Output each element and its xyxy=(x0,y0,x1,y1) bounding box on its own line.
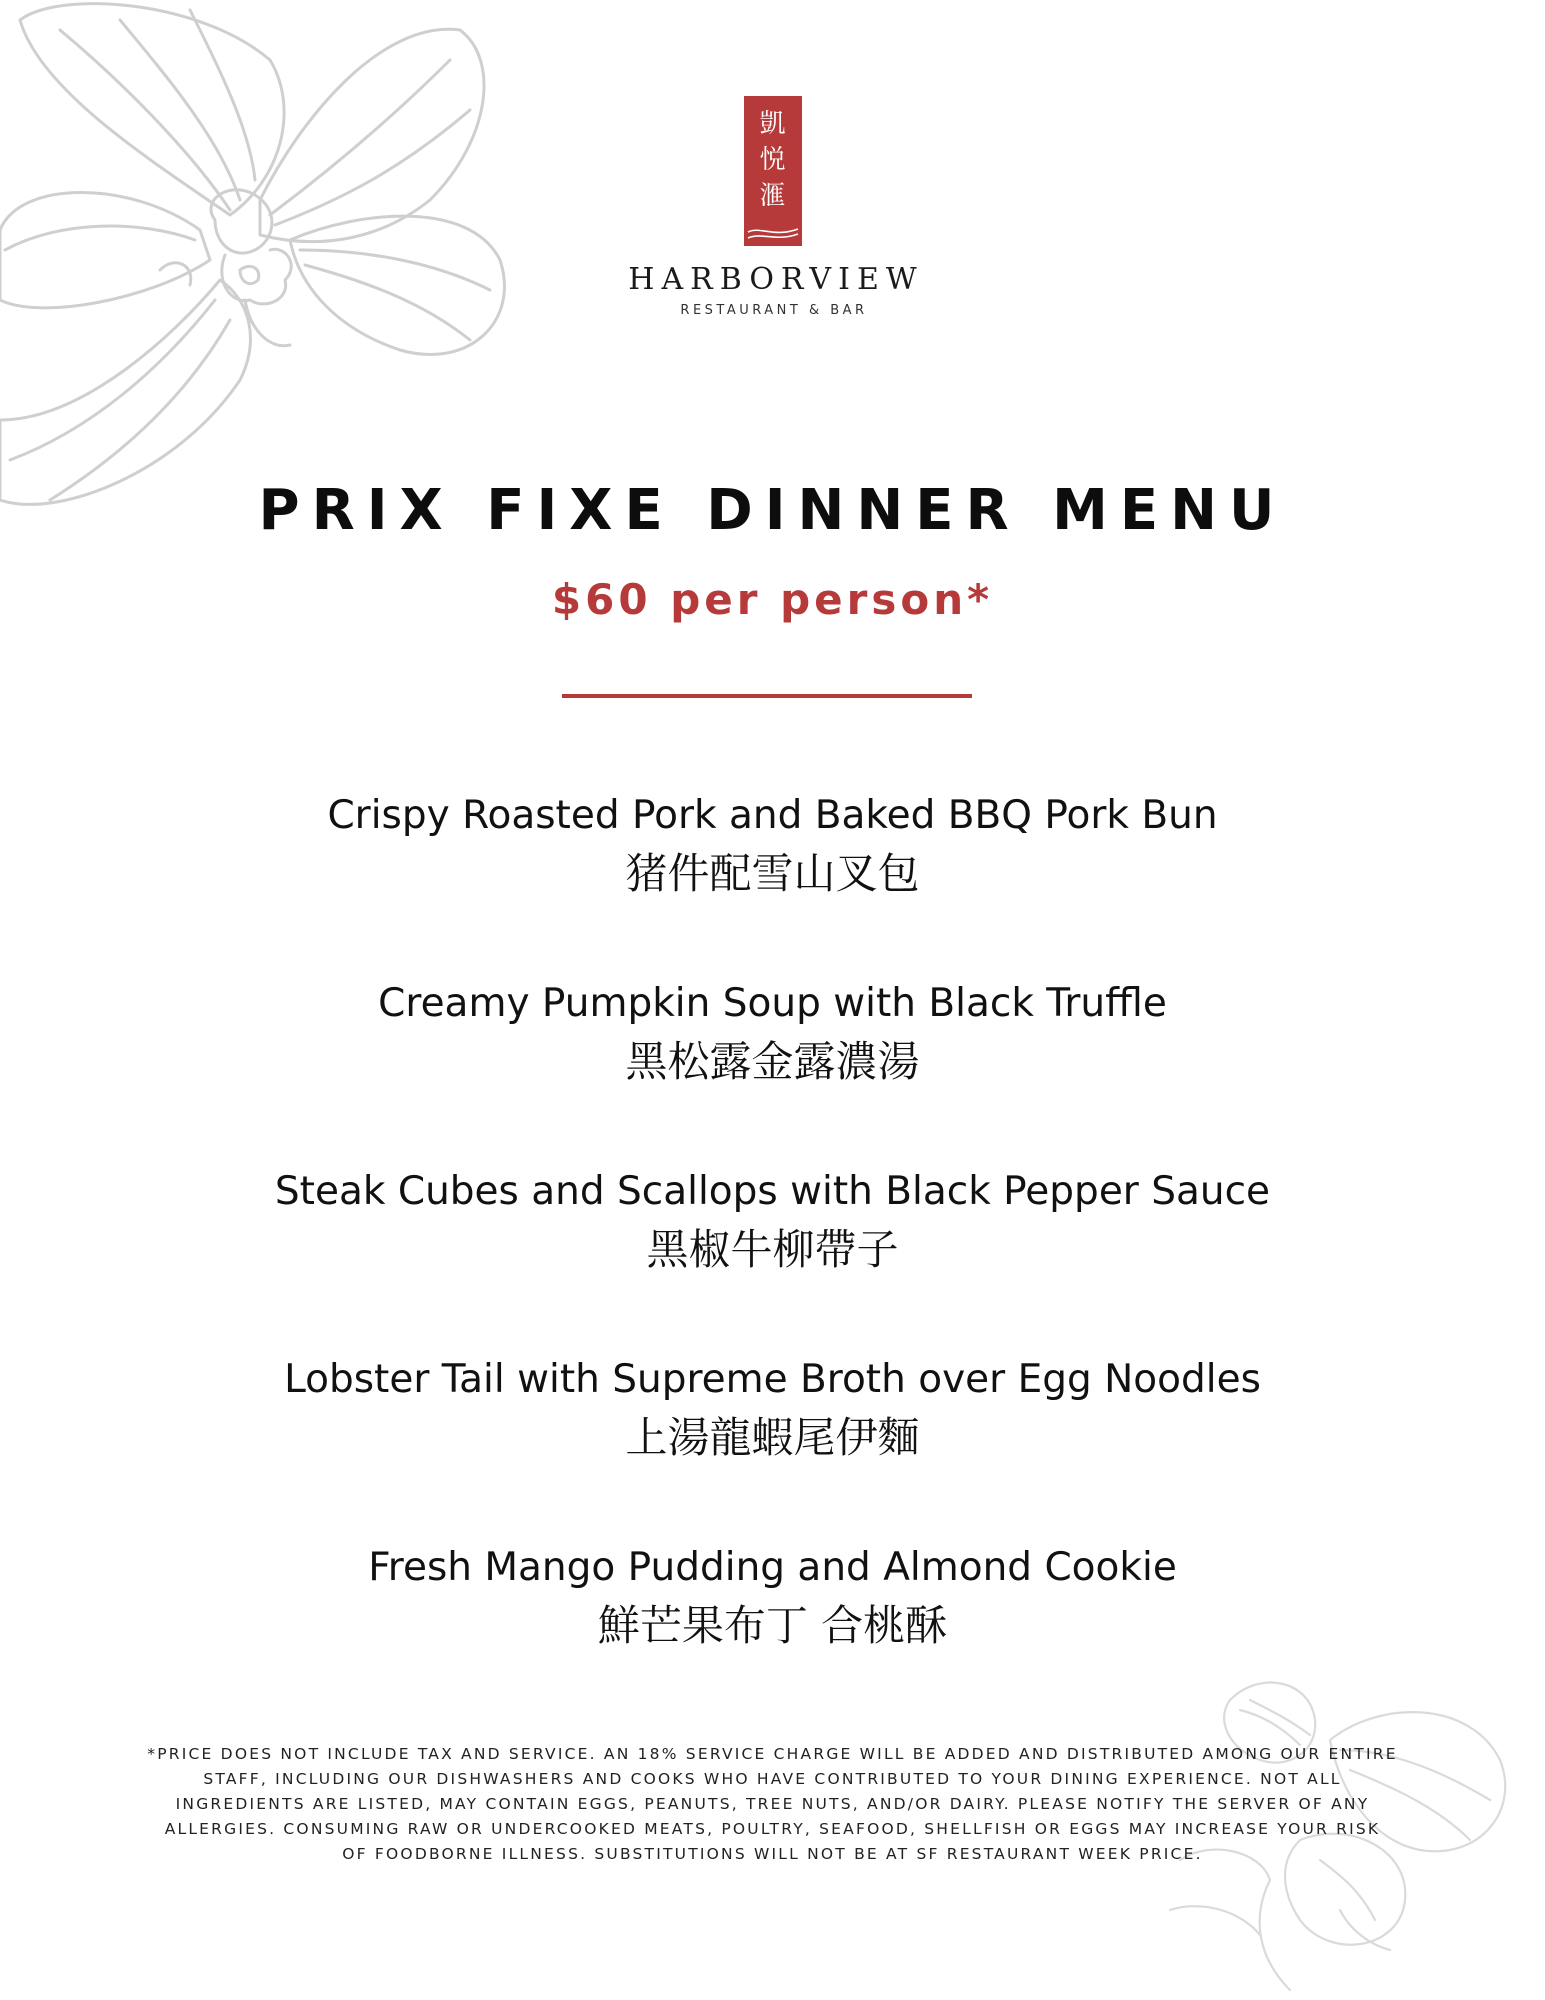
course-item xyxy=(0,1164,1545,1352)
course-name-english: Crispy Roasted Pork and Baked BBQ Pork Bun xyxy=(327,793,1218,838)
restaurant-subtitle: RESTAURANT & BAR xyxy=(680,303,868,318)
logo-seal xyxy=(744,96,802,246)
title-divider xyxy=(562,694,972,698)
seal-char-1: 凱 xyxy=(759,109,786,139)
course-item xyxy=(0,1540,1545,1728)
seal-char-3: 滙 xyxy=(759,181,786,211)
restaurant-logo xyxy=(0,96,1545,318)
course-name-chinese: 鮮芒果布丁 合桃酥 xyxy=(597,1601,948,1650)
price-per-person: $60 per person* xyxy=(551,575,994,624)
disclaimer-line: OF FOODBORNE ILLNESS. SUBSTITUTIONS WILL NOT BE AT SF RESTAURANT WEEK PRICE. xyxy=(342,1845,1203,1863)
course-item xyxy=(0,976,1545,1164)
disclaimer-line: ALLERGIES. CONSUMING RAW OR UNDERCOOKED MEATS, POULTRY, SEAFOOD, SHELLFISH OR EGGS MAY INCREASE YOUR RISK xyxy=(164,1820,1381,1838)
course-name-chinese: 上湯龍蝦尾伊麵 xyxy=(625,1413,920,1462)
seal-char-2: 悦 xyxy=(759,145,786,175)
course-name-chinese: 黑松露金露濃湯 xyxy=(625,1037,920,1086)
course-name-chinese: 黑椒牛柳帶子 xyxy=(646,1225,899,1274)
disclaimer-line: *PRICE DOES NOT INCLUDE TAX AND SERVICE. AN 18% SERVICE CHARGE WILL BE ADDED AND DISTRIBUTED AMONG OUR ENTIRE xyxy=(147,1745,1398,1763)
course-name-english: Creamy Pumpkin Soup with Black Truffle xyxy=(378,981,1167,1026)
disclaimer-line: INGREDIENTS ARE LISTED, MAY CONTAIN EGGS, PEANUTS, TREE NUTS, AND/OR DAIRY. PLEASE NOTIFY THE SERVER OF ANY xyxy=(175,1795,1370,1813)
menu-title: PRIX FIXE DINNER MENU xyxy=(258,478,1287,543)
course-list xyxy=(0,788,1545,1728)
course-item xyxy=(0,1352,1545,1540)
restaurant-name: HARBORVIEW xyxy=(628,262,924,297)
course-name-english: Fresh Mango Pudding and Almond Cookie xyxy=(368,1545,1177,1590)
wave-icon xyxy=(744,224,802,242)
disclaimer-line: STAFF, INCLUDING OUR DISHWASHERS AND COOKS WHO HAVE CONTRIBUTED TO YOUR DINING EXPERIENCE. NOT ALL xyxy=(203,1770,1342,1788)
course-name-chinese: 猪件配雪山叉包 xyxy=(625,849,920,898)
course-item xyxy=(0,788,1545,976)
course-name-english: Steak Cubes and Scallops with Black Pepper Sauce xyxy=(274,1169,1271,1214)
price-disclaimer xyxy=(120,1742,1425,1867)
course-name-english: Lobster Tail with Supreme Broth over Egg Noodles xyxy=(284,1357,1261,1402)
